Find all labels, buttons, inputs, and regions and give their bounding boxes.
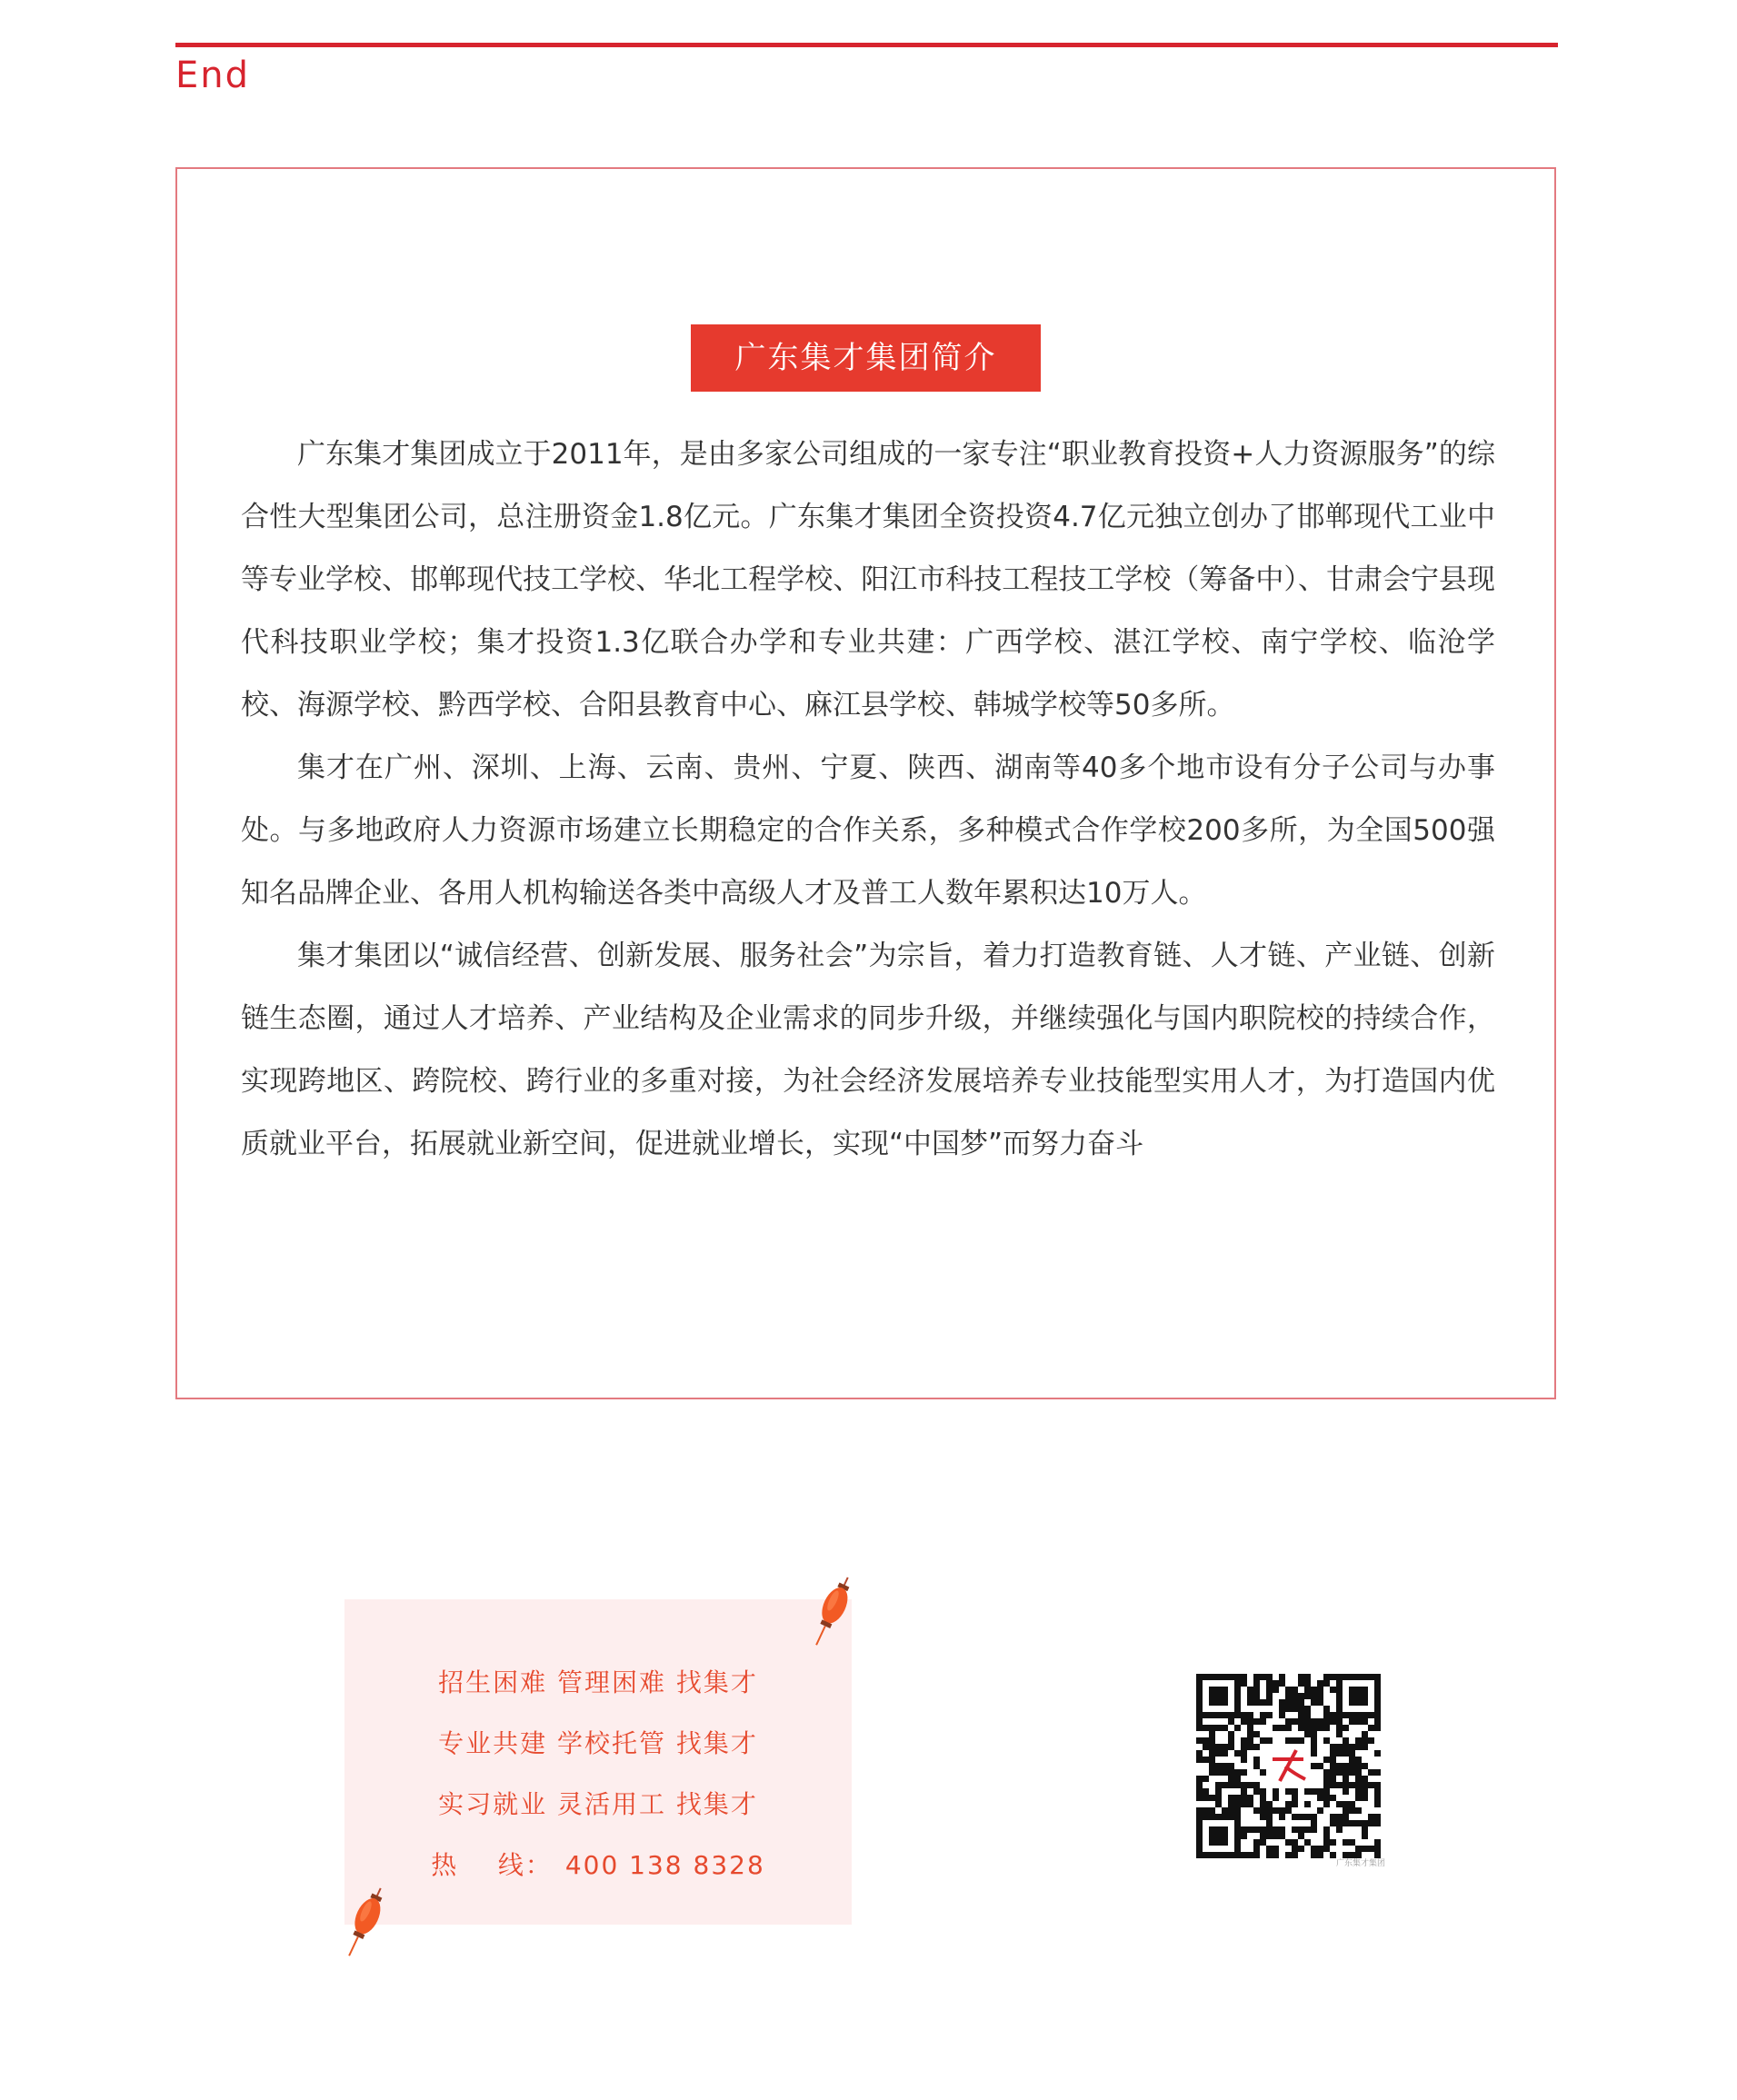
lantern-icon [809, 1574, 854, 1650]
hotline-label: 热 线： [431, 1850, 553, 1880]
intro-paragraph: 广东集才集团成立于2011年，是由多家公司组成的一家专注“职业教育投资+人力资源服务”的综合性大型集团公司，总注册资金1.8亿元。广东集才集团全资投资4.7亿元独立创办了邯郸现代工业中等专业学校、邯郸现代技工学校、华北工程学校、阳江市科技工程技工学校（筹备中）、甘肃会宁县现代科技职业学校；集才投资1.3亿联合办学和专业共建：广西学校、湛江学校、南宁学校、临沧学校、海源学校、黔西学校、合阳县教育中心、麻江县学校、韩城学校等50多所。 [241, 438, 1495, 722]
qr-code-icon [1194, 1672, 1383, 1861]
hotline-number: 400 138 8328 [564, 1850, 765, 1880]
intro-title: 广东集才集团简介 [691, 324, 1041, 392]
slogan-line-1: 招生困难 管理困难 找集才 [438, 1667, 758, 1697]
top-divider [175, 43, 1558, 47]
qr-caption: 广东集才集团 [1336, 1859, 1386, 1868]
intro-paragraph: 集才在广州、深圳、上海、云南、贵州、宁夏、陕西、湖南等40多个地市设有分子公司与办事处。与多地政府人力资源市场建立长期稳定的合作关系，多种模式合作学校200多所，为全国500强知名品牌企业、各用人机构输送各类中高级人才及普工人数年累积达10万人。 [241, 751, 1495, 910]
intro-paragraph: 集才集团以“诚信经营、创新发展、服务社会”为宗旨，着力打造教育链、人才链、产业链、创新链生态圈，通过人才培养、产业结构及企业需求的同步升级，并继续强化与国内职院校的持续合作，实现跨地区、跨院校、跨行业的多重对接，为社会经济发展培养专业技能型实用人才，为打造国内优质就业平台，拓展就业新空间，促进就业增长，实现“中国梦”而努力奋斗 [241, 940, 1495, 1160]
intro-body [241, 423, 1495, 1176]
qr-code-graphic [1194, 1672, 1383, 1861]
slogan-card [344, 1599, 852, 1925]
lantern-icon [342, 1885, 387, 1961]
slogan-line-2: 专业共建 学校托管 找集才 [438, 1728, 758, 1758]
hotline [344, 1846, 852, 1882]
end-label: End [175, 55, 251, 96]
slogan-line-3: 实习就业 灵活用工 找集才 [438, 1789, 758, 1819]
